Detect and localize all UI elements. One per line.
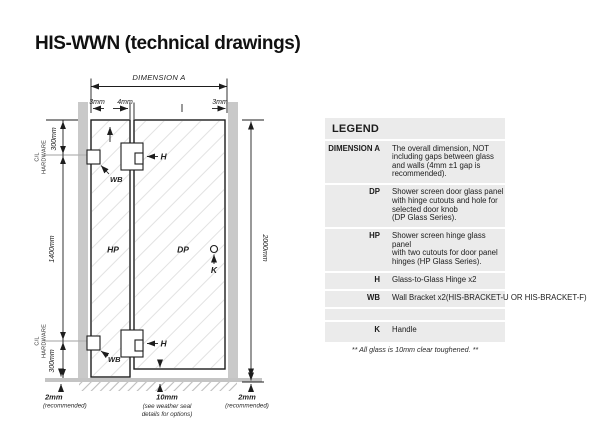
door-bottom-gap-note-1: (see weather seal xyxy=(142,403,192,410)
legend-term: WB xyxy=(367,293,380,303)
hinge-bottom-label: H xyxy=(160,338,167,349)
overall-height-dimension xyxy=(242,120,268,382)
legend-row-hp xyxy=(325,229,505,273)
legend-row-dp xyxy=(325,185,505,229)
gap-right-label: 3mm xyxy=(212,99,228,106)
floor xyxy=(45,378,262,382)
floor-gap-left-label: 2mm xyxy=(45,392,63,402)
hardware-offset-bottom-label: 300mm xyxy=(49,349,56,373)
legend-row-spacer xyxy=(325,309,505,323)
legend-row-h xyxy=(325,273,505,291)
legend-row-dimension-a xyxy=(325,141,505,185)
legend-term: DP xyxy=(369,187,380,197)
legend-panel xyxy=(325,118,587,342)
overall-height-label: 2000mm xyxy=(261,234,268,262)
door-bottom-gap-note-2: details for options) xyxy=(141,411,193,418)
legend-desc: Handle xyxy=(392,324,417,334)
legend-row-k xyxy=(325,322,505,340)
floor-gap-right-label: 2mm xyxy=(238,392,256,402)
cl-bottom-line2: HARDWARE xyxy=(41,323,48,359)
legend-desc: Shower screen door glass panel with hinge cutouts and hole for selected door knob (DP Glass Series). xyxy=(392,187,504,223)
cl-bottom-line1: C/L xyxy=(34,336,41,346)
floor-gap-left-note: (recommended) xyxy=(43,402,87,410)
wall-bracket-top-label: WB xyxy=(110,175,123,184)
gap-left-label: 3mm xyxy=(89,99,105,106)
legend-title: LEGEND xyxy=(325,118,505,141)
legend-desc: The overall dimension, NOT including gaps between glass and walls (4mm ±1 gap is recommended). xyxy=(392,143,494,179)
ground-hatch xyxy=(79,382,237,391)
door-bottom-gap-label: 10mm xyxy=(156,392,178,402)
legend-row-wb xyxy=(325,291,587,309)
legend-term: HP xyxy=(369,231,380,241)
hinge-panel-label: HP xyxy=(107,244,119,255)
right-wall xyxy=(228,102,238,380)
gap-middle-label: 4mm xyxy=(117,99,133,106)
bottom-gap-labels xyxy=(43,393,269,419)
door-panel-label: DP xyxy=(177,244,189,255)
legend-footnote: ** All glass is 10mm clear toughened. ** xyxy=(351,345,479,354)
legend-term: H xyxy=(374,275,380,285)
floor-gap-right-note: (recommended) xyxy=(225,402,269,410)
legend-desc: Glass-to-Glass Hinge x2 xyxy=(392,275,477,285)
hinge-top-label: H xyxy=(160,151,167,162)
handle-label: K xyxy=(210,265,218,275)
dimension-a-label: DIMENSION A xyxy=(132,73,186,82)
legend-term: DIMENSION A xyxy=(328,143,380,153)
legend-desc: Shower screen hinge glass panel with two cutouts for door panel hinges (HP Glass Series). xyxy=(392,231,498,267)
cl-top-line1: C/L xyxy=(34,152,41,162)
legend-desc: Wall Bracket x2(HIS-BRACKET-U OR HIS-BRACKET-F) xyxy=(392,293,587,303)
wall-bracket-bottom-label: WB xyxy=(108,355,121,364)
hardware-span-label: 1400mm xyxy=(49,235,56,263)
cl-top-line2: HARDWARE xyxy=(41,139,48,175)
hardware-offset-top-label: 300mm xyxy=(51,127,58,151)
dimension-a xyxy=(91,73,227,113)
page-title: HIS-WWN (technical drawings) xyxy=(35,33,301,54)
legend-term: K xyxy=(374,324,380,334)
